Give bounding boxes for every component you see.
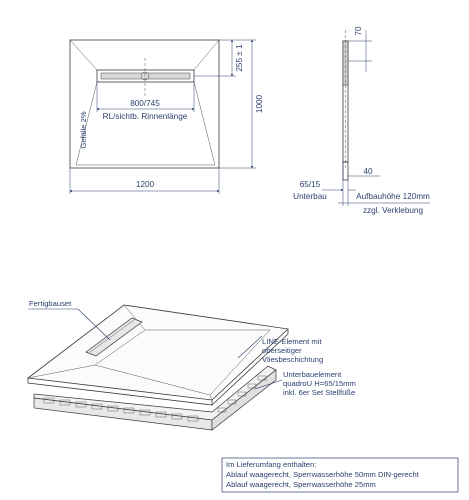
- drain-channel-inner: [101, 73, 190, 79]
- dim-offset: 255 ± 1: [235, 44, 244, 72]
- label-unterbau-3: inkl. 6er Set Stellfüße: [283, 388, 356, 397]
- dim-70: 70: [354, 26, 363, 36]
- note-line-3: Ablauf waagerecht, Sperrwasserhöhe 25mm: [226, 480, 376, 489]
- label-fertigbauset: Fertigbauset: [29, 299, 72, 308]
- label-unterbau-1: Unterbauelement: [283, 370, 342, 379]
- slope-line: [70, 40, 97, 70]
- side-view: [293, 26, 430, 215]
- slope-line: [194, 82, 215, 165]
- slope-line: [194, 40, 219, 70]
- dim-65-15: 65/15: [299, 180, 321, 189]
- delivery-note: [222, 458, 458, 492]
- label-unterbau-2: quadroU H=65/15mm: [283, 379, 356, 388]
- label-line-element-1: LINE-Element mit: [262, 337, 322, 346]
- label-unterbau: Unterbau: [293, 192, 327, 201]
- dim-channel-length: 800/745: [130, 99, 160, 108]
- slope-label: Gefälle 2%: [79, 111, 88, 149]
- label-line-element-3: Vliesbeschichtung: [262, 355, 324, 364]
- dim-height: 1000: [255, 94, 264, 114]
- top-view: [70, 40, 264, 194]
- note-line-1: Im Lieferumfang enthalten:: [226, 460, 317, 469]
- label-line-element-2: oberseitiger: [262, 346, 302, 355]
- side-base: [343, 162, 348, 180]
- dim-width: 1200: [135, 180, 155, 189]
- label-verklebung: zzgl. Verklebung: [362, 206, 424, 215]
- label-aufbau: Aufbauhöhe 120mm: [356, 192, 430, 201]
- note-line-2: Ablauf waagerecht, Sperrwasserhöhe 50mm DIN-gerecht: [226, 470, 419, 479]
- dim-channel-desc: RL/sichtb. Rinnenlänge: [102, 112, 188, 121]
- iso-view: [28, 299, 356, 430]
- dim-40: 40: [363, 167, 373, 176]
